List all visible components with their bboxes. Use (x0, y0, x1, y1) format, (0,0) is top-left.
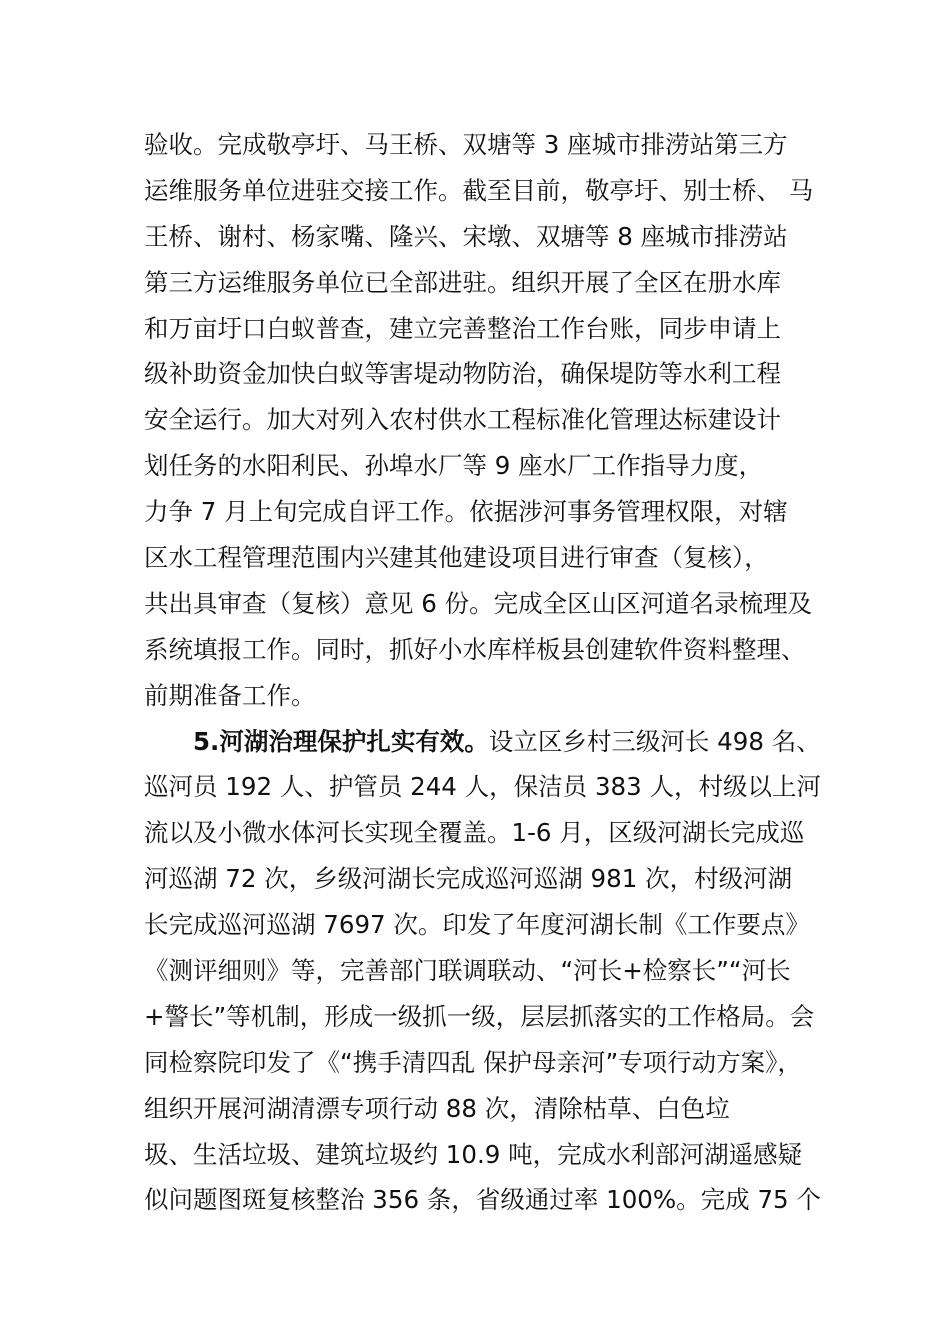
paragraph-line: 流以及小微水体河长实现全覆盖。1-6 月，区级河湖长完成巡 (144, 818, 805, 848)
paragraph-line: 王桥、谢村、杨家嘴、隆兴、宋墩、双塘等 8 座城市排涝站 (144, 221, 788, 251)
section-heading: 5.河湖治理保护扎实有效。 (193, 726, 489, 756)
paragraph-line: 第三方运维服务单位已全部进驻。组织开展了全区在册水库 (144, 267, 781, 297)
paragraph-line: 组织开展河湖清漂专项行动 88 次，清除枯草、白色垃 (144, 1093, 730, 1123)
paragraph-line: 系统填报工作。同时，抓好小水库样板县创建软件资料整理、 (144, 634, 806, 664)
heading-line-rest: 设立区乡村三级河长 498 名、 (488, 726, 821, 756)
paragraph-line: 划任务的水阳利民、孙埠水厂等 9 座水厂工作指导力度， (144, 451, 764, 481)
paragraph-line: 似问题图斑复核整治 356 条，省级通过率 100%。完成 75 个 (144, 1185, 821, 1215)
paragraph-2 (144, 719, 824, 1224)
paragraph-line: 验收。完成敬亭圩、马王桥、双塘等 3 座城市排涝站第三方 (144, 130, 788, 159)
document-body (144, 122, 824, 1223)
paragraph-line: 河巡湖 72 次，乡级河湖长完成巡河巡湖 981 次，村级河湖 (144, 864, 793, 894)
paragraph-line: 《测评细则》等，完善部门联调联动、“河长+检察长”“河长 (144, 956, 791, 986)
paragraph-1 (144, 122, 824, 719)
paragraph-line: 前期准备工作。 (144, 680, 316, 710)
paragraph-line: +警长”等机制，形成一级抓一级，层层抓落实的工作格局。会 (144, 1001, 815, 1031)
paragraph-line: 同检察院印发了《“携手清四乱 保护母亲河”专项行动方案》， (144, 1047, 802, 1077)
paragraph-line: 安全运行。加大对列入农村供水工程标准化管理达标建设计 (144, 405, 781, 435)
paragraph-line: 圾、生活垃圾、建筑垃圾约 10.9 吨，完成水利部河湖遥感疑 (144, 1139, 803, 1169)
paragraph-line: 级补助资金加快白蚁等害堤动物防治，确保堤防等水利工程 (144, 359, 781, 389)
paragraph-first-line (144, 719, 824, 765)
paragraph-line: 力争 7 月上旬完成自评工作。依据涉河事务管理权限，对辖 (144, 497, 788, 527)
paragraph-line: 和万亩圩口白蚁普查，建立完善整治工作台账，同步申请上 (144, 313, 781, 343)
paragraph-line: 运维服务单位进驻交接工作。截至目前，敬亭圩、别士桥、 马 (144, 175, 814, 205)
paragraph-line: 长完成巡河巡湖 7697 次。印发了年度河湖长制《工作要点》 (144, 910, 810, 940)
paragraph-line: 共出具审查（复核）意见 6 份。完成全区山区河道名录梳理及 (144, 588, 813, 618)
paragraph-line: 区水工程管理范围内兴建其他建设项目进行审查（复核）， (144, 543, 769, 573)
paragraph-line: 巡河员 192 人、护管员 244 人，保洁员 383 人，村级以上河 (144, 772, 822, 802)
